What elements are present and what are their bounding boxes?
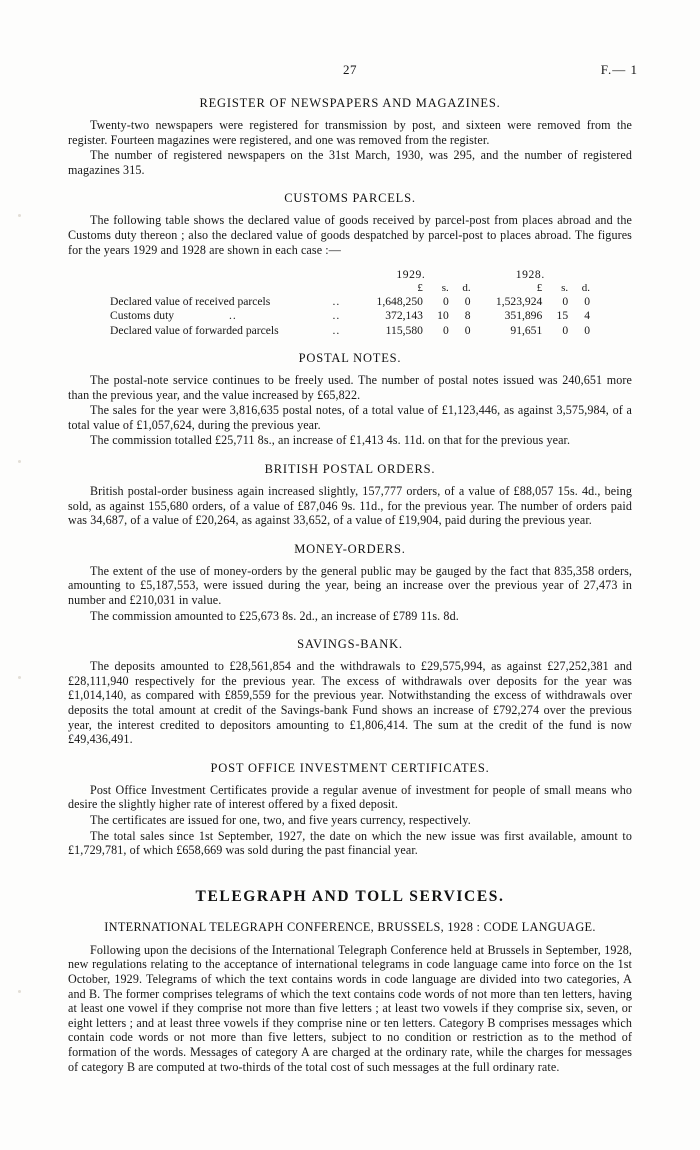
cell-pounds-1929: 372,143 [385, 309, 423, 323]
subheading-telegraph-conference: INTERNATIONAL TELEGRAPH CONFERENCE, BRUSSELS, 1928 : CODE LANGUAGE. [104, 919, 596, 934]
col-header-shillings-1928: s. [561, 281, 569, 294]
table-row [110, 309, 590, 323]
cell-pence-1928: 0 [584, 295, 590, 309]
row-label: Declared value of received parcels [110, 295, 271, 309]
page-code: F.— 1 [600, 62, 638, 77]
section-heading-customs: CUSTOMS PARCELS. [284, 191, 416, 206]
cell-shillings-1928: 0 [562, 323, 569, 337]
cell-pounds-1928: 1,523,924 [495, 295, 543, 309]
paragraph: Following upon the decisions of the International Telegraph Conference held at Brussels in September, 1928, new regulations relating to the acceptance of international telegrams in code language came into force on the 1st October, 1929. Telegrams of which the text contains words in code language are divided into two categories, A and B. The former comprises telegrams of which the text contains code words of not more than ten letters, having at least one vowel if they comprise not more than five letters ; at least two vowels if they comprise six, seven, or eight letters ; and at least three vowels if they comprise nine or ten letters. Category B comprises messages which contain code words or not more than five letters, subject to no condition or restriction as to the method of formation of the words. Messages of category A are charged at the ordinary rate, while the charges for messages of category B are computed at two-thirds of the total cost of such messages at the full ordinary rate. [68, 942, 632, 1074]
section-heading-postal-notes: POSTAL NOTES. [298, 351, 402, 366]
page-number: 27 [343, 62, 357, 77]
row-label: Declared value of forwarded parcels [110, 323, 279, 337]
col-header-pounds-1929: £ [417, 281, 423, 294]
section-heading-register: REGISTER OF NEWSPAPERS AND MAGAZINES. [199, 96, 501, 110]
cell-shillings-1929: 0 [442, 323, 449, 337]
paragraph: British postal-order business again increased slightly, 157,777 orders, of a value of £88,057 15s. 4d., being sold, as against 155,680 orders, of a value of £87,046 9s. 11d., for the previous year. The number of orders paid was 34,687, of a value of £20,264, as against 33,652, of a value of £19,904, paid during the previous year. [68, 484, 632, 528]
paragraph: The deposits amounted to £28,561,854 and the withdrawals to £29,575,994, as against £27,252,381 and £28,111,940 respectively for the previous year. The excess of withdrawals over deposits for the year was £1,014,140, as compared with £859,559 for the previous year. Notwithstanding the excess of withdrawals over deposits the total amount at credit of the Savings-bank Fund shows an increase of £792,274 over the previous year, the interest credited to depositors amounting to £1,806,414. The sum at the credit of the fund is now £49,436,491. [68, 659, 632, 747]
cell-pounds-1928: 91,651 [510, 323, 543, 337]
cell-shillings-1929: 10 [437, 309, 449, 323]
year-header-1929: 1929. [396, 267, 426, 281]
cell-pounds-1929: 1,648,250 [376, 295, 423, 309]
cell-pence-1929: 0 [464, 323, 471, 337]
paragraph: Twenty-two newspapers were registered for transmission by post, and sixteen were removed from the register. Fourteen magazines were registered, and one was removed from the register. [68, 118, 632, 147]
row-dots: .. [332, 295, 341, 309]
paragraph: The certificates are issued for one, two, and five years currency, respectively. [90, 812, 471, 827]
row-extra-dots: .. [229, 309, 237, 323]
cell-pence-1929: 0 [464, 295, 471, 309]
paragraph: The total sales since 1st September, 1927, the date on which the new issue was first available, amount to £1,729,781, of which £658,669 was sold during the past financial year. [68, 828, 632, 858]
table-year-header-row [110, 267, 590, 281]
spacer-cell [110, 267, 321, 281]
row-label [110, 309, 321, 323]
year-header-1928: 1928. [515, 267, 545, 281]
paragraph: The commission totalled £25,711 8s., an increase of £1,413 4s. 11d. on that for the previous year. [90, 433, 571, 448]
cell-pence-1928: 4 [584, 309, 590, 323]
table-row [110, 295, 590, 309]
paragraph: The extent of the use of money-orders by the general public may be gauged by the fact that 835,358 orders, amounting to £5,187,553, were issued during the year, being an increase over the previous year of 27,473 in number and £210,031 in value. [68, 563, 632, 608]
page-content [68, 62, 638, 1075]
col-header-pounds-1928: £ [536, 281, 543, 294]
col-header-pence-1929: d. [462, 281, 471, 294]
page-header [68, 62, 638, 82]
spacer-cell [110, 281, 321, 294]
spacer-cell [321, 267, 351, 281]
cell-pounds-1929: 115,580 [385, 323, 423, 337]
cell-pence-1928: 0 [584, 323, 590, 337]
cell-shillings-1928: 15 [556, 309, 569, 323]
table-row [110, 323, 590, 337]
paragraph: The postal-note service continues to be freely used. The number of postal notes issued was 240,651 more than the previous year, and the value increased by £65,822. [68, 373, 632, 402]
customs-parcels-table [68, 267, 632, 337]
paragraph: Post Office Investment Certificates provide a regular avenue of investment for people of small means who desire the slightly higher rate of interest offered by a fixed deposit. [68, 782, 632, 812]
section-heading-british-postal-orders: BRITISH POSTAL ORDERS. [264, 462, 436, 477]
paragraph: The sales for the year were 3,816,635 postal notes, of a total value of £1,123,446, as against 3,575,984, of a total value of £1,057,624, during the previous year. [68, 403, 632, 432]
row-dots: .. [332, 309, 341, 323]
row-label-text: Customs duty [110, 309, 175, 323]
col-header-pence-1928: d. [581, 281, 590, 294]
table-column-header-row [110, 281, 590, 294]
major-heading-telegraph: TELEGRAPH AND TOLL SERVICES. [195, 887, 505, 905]
cell-pounds-1928: 351,896 [504, 309, 543, 323]
page-edge-mark [18, 214, 21, 217]
page-edge-mark [18, 460, 21, 463]
paragraph: The number of registered newspapers on the 31st March, 1930, was 295, and the number of registered magazines 315. [68, 148, 632, 177]
cell-shillings-1928: 0 [562, 295, 569, 309]
paragraph: The commission amounted to £25,673 8s. 2d., an increase of £789 11s. 8d. [90, 608, 459, 623]
cell-shillings-1929: 0 [442, 295, 449, 309]
page-edge-mark [18, 676, 21, 679]
section-heading-savings-bank: SAVINGS-BANK. [297, 637, 403, 652]
cell-pence-1929: 8 [464, 309, 471, 323]
section-heading-investment-certificates: POST OFFICE INVESTMENT CERTIFICATES. [210, 760, 490, 775]
page-edge-mark [18, 990, 21, 993]
row-dots: .. [332, 323, 341, 337]
paragraph: The following table shows the declared value of goods received by parcel-post from places abroad and the Customs duty thereon ; also the declared value of goods despatched by parcel-post to places abroad. The figures for the years 1929 and 1928 are shown in each case :— [68, 213, 632, 257]
section-heading-money-orders: MONEY-ORDERS. [294, 541, 406, 556]
spacer-cell [321, 281, 351, 294]
col-header-shillings-1929: s. [441, 281, 449, 294]
